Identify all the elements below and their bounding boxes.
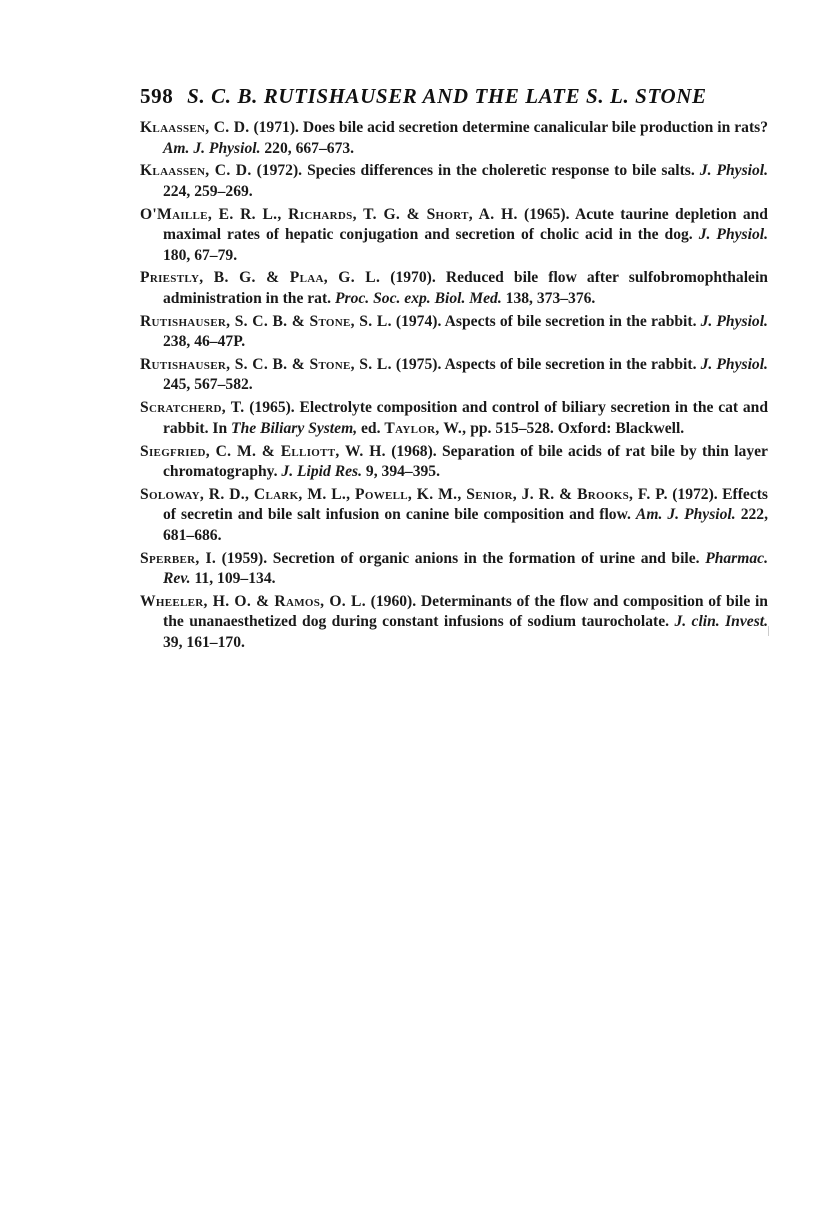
ref-pages: 161–170. bbox=[186, 633, 245, 651]
ref-year: (1972). bbox=[672, 485, 718, 503]
ref-title: Aspects of bile secretion in the rabbit. bbox=[444, 312, 697, 330]
ref-year: (1965). bbox=[524, 205, 570, 223]
ref-journal: J. Physiol. bbox=[699, 162, 768, 180]
reference-item bbox=[140, 312, 768, 353]
ref-journal: J. Physiol. bbox=[700, 312, 768, 330]
reference-item bbox=[140, 355, 768, 396]
ref-title: Does bile acid secretion determine canalicular bile production in rats? bbox=[302, 119, 769, 136]
ref-authors: Rutishauser, S. C. B. & Stone, S. L. bbox=[140, 312, 392, 330]
ref-volume: 11, bbox=[194, 570, 214, 588]
ref-journal: Pharmac. Rev. bbox=[163, 549, 768, 588]
reference-item bbox=[140, 205, 768, 267]
ref-pages: 46–47P. bbox=[194, 333, 246, 351]
ref-journal: J. Physiol. bbox=[698, 226, 768, 244]
ref-volume: 238, bbox=[163, 333, 191, 351]
ref-year: (1972). bbox=[256, 162, 303, 180]
running-header bbox=[140, 84, 780, 109]
running-title: S. C. B. RUTISHAUSER AND THE LATE S. L. STONE bbox=[187, 84, 707, 108]
ref-pages: 373–376. bbox=[536, 289, 596, 307]
ref-year: (1975). bbox=[395, 355, 442, 373]
reference-list bbox=[140, 118, 768, 656]
ref-book: The Biliary System, bbox=[231, 419, 358, 437]
ref-year: (1960). bbox=[370, 592, 417, 610]
ref-journal: J. clin. Invest. bbox=[674, 613, 768, 631]
ref-title: Reduced bile flow after sulfobromophthalein administration in the rat. bbox=[163, 269, 768, 307]
ref-journal: J. Lipid Res. bbox=[281, 463, 362, 481]
reference-item bbox=[140, 592, 768, 654]
ref-volume: 39, bbox=[163, 633, 183, 651]
ref-title: Acute taurine depletion and maximal rates of hepatic conjugation and secretion of cholic acid in the dog. bbox=[163, 205, 768, 244]
reference-item bbox=[140, 398, 768, 439]
ref-title: Separation of bile acids of rat bile by thin layer chromatography. bbox=[163, 442, 768, 481]
ref-volume: 138, bbox=[505, 289, 533, 307]
ref-pages: 681–686. bbox=[163, 526, 222, 544]
ref-title: Electrolyte composition and control of biliary secretion in the cat and rabbit. In bbox=[163, 399, 769, 437]
scan-artifact bbox=[768, 626, 769, 636]
ref-authors: O'Maille, E. R. L., Richards, T. G. & Short, A. H. bbox=[140, 205, 518, 223]
ref-editor-prefix: ed. bbox=[361, 419, 381, 437]
ref-pages: 259–269. bbox=[194, 182, 253, 200]
page-number: 598 bbox=[140, 84, 174, 108]
ref-year: (1959). bbox=[221, 549, 268, 567]
ref-editor: Taylor, W., bbox=[384, 419, 467, 437]
ref-pages: 67–79. bbox=[194, 246, 238, 264]
ref-authors: Sperber, I. bbox=[140, 549, 217, 567]
ref-year: (1974). bbox=[395, 312, 442, 330]
reference-item bbox=[140, 549, 768, 590]
reference-item bbox=[140, 118, 768, 159]
ref-volume: 222, bbox=[740, 506, 768, 524]
ref-year: (1971). bbox=[253, 119, 299, 136]
ref-title: Secretion of organic anions in the formation of urine and bile. bbox=[272, 549, 700, 567]
ref-pages: pp. 515–528. Oxford: Blackwell. bbox=[470, 419, 685, 437]
ref-authors: Scratcherd, T. bbox=[140, 399, 245, 417]
ref-authors: Priestly, B. G. & Plaa, G. L. bbox=[140, 269, 381, 287]
ref-authors: Rutishauser, S. C. B. & Stone, S. L. bbox=[140, 355, 392, 373]
ref-authors: Soloway, R. D., Clark, M. L., Powell, K. M., Senior, J. R. & Brooks, F. P. bbox=[140, 485, 668, 503]
ref-authors: Wheeler, H. O. & Ramos, O. L. bbox=[140, 592, 366, 610]
ref-journal: J. Physiol. bbox=[700, 355, 768, 373]
ref-authors: Klaassen, C. D. bbox=[140, 119, 250, 136]
ref-title: Effects of secretin and bile salt infusion on canine bile composition and flow. bbox=[163, 485, 768, 524]
ref-volume: 245, bbox=[163, 376, 191, 394]
ref-volume: 220, bbox=[264, 139, 292, 157]
ref-title: Species differences in the choleretic response to bile salts. bbox=[307, 162, 695, 180]
ref-title: Aspects of bile secretion in the rabbit. bbox=[444, 355, 697, 373]
ref-pages: 667–673. bbox=[295, 139, 355, 157]
ref-pages: 394–395. bbox=[381, 463, 440, 481]
ref-year: (1968). bbox=[391, 442, 437, 460]
ref-pages: 567–582. bbox=[194, 376, 253, 394]
reference-item bbox=[140, 268, 768, 309]
reference-item bbox=[140, 485, 768, 547]
reference-item bbox=[140, 161, 768, 202]
ref-pages: 109–134. bbox=[217, 570, 276, 588]
ref-authors: Klaassen, C. D. bbox=[140, 162, 252, 180]
ref-year: (1965). bbox=[249, 399, 295, 417]
ref-volume: 9, bbox=[365, 463, 378, 481]
reference-item bbox=[140, 442, 768, 483]
ref-volume: 224, bbox=[163, 182, 191, 200]
ref-year: (1970). bbox=[390, 269, 436, 287]
ref-authors: Siegfried, C. M. & Elliott, W. H. bbox=[140, 442, 386, 460]
ref-title: Determinants of the flow and composition of bile in the unanaesthetized dog during constant infusions of sodium taurocholate. bbox=[163, 592, 768, 631]
ref-volume: 180, bbox=[163, 246, 191, 264]
ref-journal: Am. J. Physiol. bbox=[163, 139, 261, 157]
ref-journal: Proc. Soc. exp. Biol. Med. bbox=[334, 289, 502, 307]
ref-journal: Am. J. Physiol. bbox=[635, 506, 736, 524]
